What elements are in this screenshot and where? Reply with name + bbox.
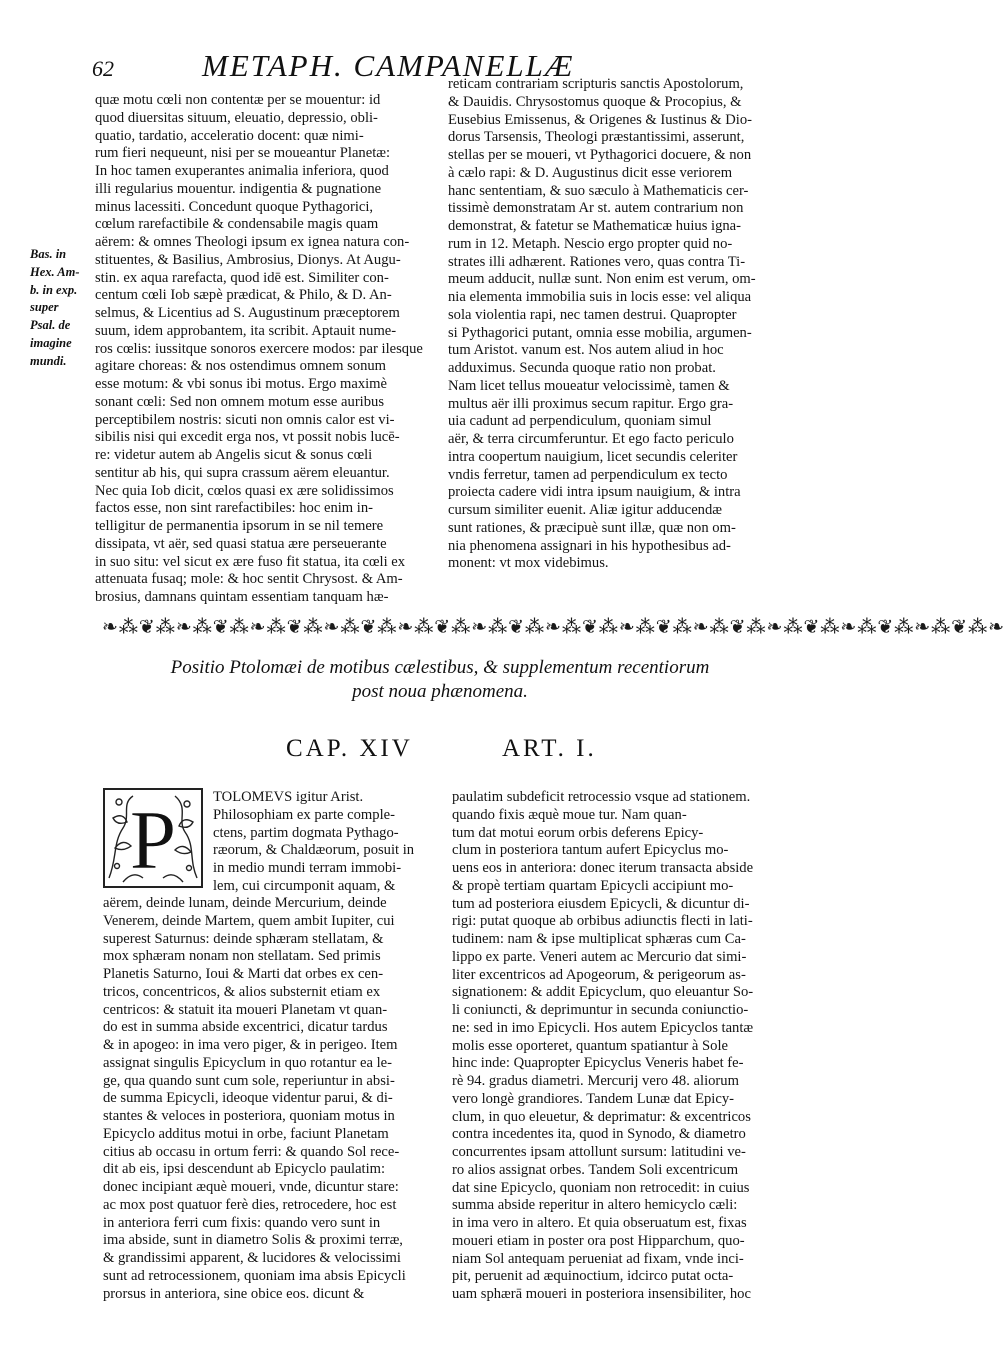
top-right-column-line: nia elementa immobilia suis in locis esse: vel aliqua <box>448 289 752 305</box>
top-left-column-line: agitare choreas: & nos ostendimus omnem sonum <box>95 358 387 375</box>
bottom-left-column-line: sunt ad retrocessionem, quoniam ima absis Epicycli <box>103 1267 406 1284</box>
bottom-left-column-line: citius ab occasu in ortum ferri: & quando Sol rece- <box>103 1143 400 1160</box>
top-left-column-line: sonant cœli: Sed non omnem motum esse auribus <box>95 393 385 410</box>
bottom-right-column-line: ro alios assignat orbes. Tandem Soli excentricum <box>452 1161 739 1178</box>
top-right-column-line: & Dauidis. Chrysostomus quoque & Procopius, & <box>448 93 742 110</box>
bottom-left-column-line: & in apogeo: in ima vero piger, & in perigeo. Item <box>103 1037 398 1053</box>
top-left-column-line: centum cœli Iob sæpè prædicat, & Philo, & D. An- <box>95 287 392 304</box>
bottom-right-column-line: tudinem: nam & ipse multiplicat sphæras cum Ca- <box>452 931 746 947</box>
top-right-column-line: tum Aristot. vanum est. Nos autem aliud in hoc <box>448 342 724 359</box>
bottom-left-column-line: mox sphæram nonam non stellatam. Sed primis <box>103 948 381 965</box>
bottom-right-column-line: tum ad posteriora eiusdem Epicycli, & dicuntur di- <box>452 895 750 912</box>
bottom-left-column-line: ac mox post quatuor ferè dies, retrocedere, hoc est <box>103 1196 397 1213</box>
top-right-column-line: multus aër illi proximus secum rapitur. Ergo gra- <box>448 395 734 412</box>
top-right-column-line: uia cadunt ad perpendiculum, quoniam simul <box>448 413 712 430</box>
top-right-column-line: si Pythagorici putant, omnia esse mobilia, argumen- <box>448 324 752 341</box>
bottom-left-beside-cap-line: lem, cui circumponit aquam, & <box>213 877 396 894</box>
ornamental-divider: ❧⁂❦⁂❧⁂❦⁂❧⁂❦⁂❧⁂❦⁂❧⁂❦⁂❧⁂❦⁂❧⁂❦⁂❧⁂❦⁂❧⁂❦⁂❧⁂❦⁂❧⁂❦⁂❧⁂❦⁂❧ <box>102 616 1005 638</box>
top-left-column-line: illi regularius mouentur. indigentia & pugnatione <box>95 180 382 197</box>
bottom-right-column-line: niam Sol antequam perueniat ad fixam, vnde inci- <box>452 1250 744 1267</box>
top-right-column-line: strates illi adhærent. Rationes vero, quas contra Ti- <box>448 253 746 270</box>
bottom-left-column-line: aërem, deinde lunam, deinde Mercurium, deinde <box>103 895 387 911</box>
top-right-column-line: tissimè demonstratam Ar st. autem contrarium non <box>448 200 744 217</box>
running-head: METAPH. CAMPANELLÆ <box>202 48 575 83</box>
top-left-column-line: stituentes, & Basilius, Ambrosius, Dionys. At Augu- <box>95 251 401 268</box>
top-left-column-line: sibilis nisi qui excedit erga nos, vt possit nobis lucē- <box>95 429 400 446</box>
top-right-column-line: rum in 12. Metaph. Nescio ergo propter quid no- <box>448 235 733 252</box>
bottom-right-column-line: molis esse oporteret, quantum spatiantur à Sole <box>452 1037 729 1054</box>
bottom-right-column <box>452 789 792 1304</box>
top-right-column-line: nia phenomena assignari in his hypothesibus ad- <box>448 537 731 554</box>
top-left-column-line: aërem: & omnes Theologi ipsum ex ignea natura con- <box>95 234 410 250</box>
bottom-left-column-line: centricos: & statuit ita moueri Planetam vt quan- <box>103 1001 388 1018</box>
bottom-left-column-line: dit ab eis, ipsi descendunt ab Epicyclo paulatim: <box>103 1161 386 1178</box>
top-left-column <box>95 92 435 607</box>
bottom-right-column-line: signationem: & addit Epicyclum, quo eleuantur So- <box>452 984 754 1001</box>
bottom-left-column-line: Epicyclo additus motui in orbe, faciunt Planetam <box>103 1125 389 1142</box>
chapter-number: CAP. XIV <box>286 735 413 762</box>
bottom-right-column-line: li coniuncti, & deprimuntur in secunda coniunctio- <box>452 1002 749 1018</box>
bottom-left-beside-cap-line: in medio mundi terram immobi- <box>213 860 402 876</box>
bottom-right-column-line: rigi: putat quoque ab orbibus adiunctis flecti in lati- <box>452 913 753 930</box>
top-right-column-line: dorus Tarsensis, Theologi præstantissimi, asserunt, <box>448 129 745 146</box>
top-right-column-line: sunt rationes, & præcipuè sunt illæ, quæ non om- <box>448 519 736 536</box>
bottom-left-column-line: de summa Epicycli, ideoque videntur parui, & di- <box>103 1090 393 1107</box>
chapter-heading <box>220 735 660 767</box>
top-left-column-line: factos esse, non sint rarefactibiles: hoc enim in- <box>95 500 374 517</box>
margin-note-line: Hex. Am- <box>30 264 80 279</box>
bottom-right-column-line: summa abside reperitur in altero hemicyclo cæli: <box>452 1197 738 1214</box>
top-left-column-line: quatio, tardatio, acceleratio docent: quæ nimi- <box>95 127 364 144</box>
section-title-line-1: Positio Ptolomæi de motibus cælestibus, & supplementum recentiorum <box>170 657 710 678</box>
top-right-column-line: proiecta cadere vidi intra ipsum nauigium, & intra <box>448 484 741 501</box>
top-left-column-line: suum, idem approbantem, ita scribit. Aptauit nume- <box>95 322 397 339</box>
page-number: 62 <box>92 56 114 81</box>
bottom-right-column-line: clum, in quo eleuetur, & deprimatur: & excentricos <box>452 1108 751 1125</box>
bottom-right-column-line: clum in posteriora tantum aufert Epicyclus mo- <box>452 842 729 859</box>
margin-note-line: Bas. in <box>30 247 67 261</box>
bottom-left-column-line: do est in summa abside excentrici, dicatur tardus <box>103 1019 388 1036</box>
bottom-right-column-line: rè 94. gradus diametri. Mercurij vero 48. aliorum <box>452 1073 739 1089</box>
top-left-column-line: rum fieri nequeunt, nisi per se moueantur Planetæ: <box>95 145 391 162</box>
article-number: ART. I. <box>502 735 597 762</box>
bottom-left-column-line: tricos, concentricos, & alios substernit etiam ex <box>103 983 381 1000</box>
bottom-left-column-line: ge, qua quando sunt cum sole, reperiuntur in absi- <box>103 1072 395 1089</box>
bottom-left-beside-cap-line: ctens, partim dogmata Pythago- <box>213 824 399 841</box>
margin-note-line: imagine <box>30 335 72 350</box>
top-left-column-line: Nec quia Iob dicit, cœlos quasi ex ære solidissimos <box>95 482 394 499</box>
top-right-column-line: meum adducit, nullæ sunt. Non enim est verum, om- <box>448 271 756 288</box>
top-left-column-line: quæ motu cœli non contentæ per se mouentur: id <box>95 92 381 108</box>
bottom-right-column-line: pit, peruenit ad æquinoctium, idcirco putat octa- <box>452 1268 734 1285</box>
bottom-right-column-line: & propè tertiam quartam Epicycli accipiunt mo- <box>452 877 734 894</box>
bottom-right-column-line: vero longè grandiores. Tandem Lunæ dat Epicy- <box>452 1090 734 1107</box>
top-left-column-line: esse motum: & vbi sonus ibi motus. Ergo maximè <box>95 376 388 392</box>
top-left-column-line: In hoc tamen exuperantes animalia inferiora, quod <box>95 163 389 179</box>
bottom-left-beside-cap-line: Philosophiam ex parte comple- <box>213 806 395 823</box>
top-right-column-line: demonstrat, & fatetur se Mathematicæ huius igna- <box>448 218 742 234</box>
bottom-right-column-line: ne: sed in imo Epicycli. Hos autem Epicyclos tantæ <box>452 1019 754 1036</box>
bottom-left-beside-cap-line: ræorum, & Chaldæorum, posuit in <box>213 842 415 859</box>
bottom-right-column-line: contra incedentes ita, quod in Synodo, & diametro <box>452 1126 746 1143</box>
top-right-column-line: intra coopertum nauigium, licet secundis celeriter <box>448 448 738 465</box>
bottom-right-column-line: paulatim subdeficit retrocessio vsque ad stationem. <box>452 789 751 805</box>
bottom-right-column-line: uam sphærā moueri in posteriora insensibiliter, hoc <box>452 1286 751 1302</box>
top-left-column-line: ros cœlis: iussitque sonoros exercere modos: par ilesque <box>95 340 423 357</box>
top-right-column-line: reticam contrariam scripturis sanctis Apostolorum, <box>448 76 744 92</box>
top-right-column-line: à cælo rapi: & D. Augustinus dicit esse veriorem <box>448 164 733 181</box>
bottom-right-column-line: moueri etiam in poster ora post Hipparchum, quo- <box>452 1232 745 1249</box>
bottom-right-column-line: quando fixis æquè moue tur. Nam quan- <box>452 806 687 823</box>
bottom-left-column-line: superest Saturnus: deinde sphæram stellatam, & <box>103 930 384 947</box>
top-left-column-line: stin. ex aqua rarefacta, quod idē est. Similiter con- <box>95 269 389 286</box>
top-right-column-line: Nam licet tellus moueatur velocissimè, tamen & <box>448 377 730 394</box>
bottom-right-column-line: lippo ex parte. Veneri autem ac Mercurio dat simi- <box>452 948 747 965</box>
top-right-column <box>448 76 793 573</box>
top-right-column-line: adduximus. Secunda quoque ratio non probat. <box>448 360 716 376</box>
top-left-column-line: minus lacessiti. Concedunt quoque Pythagorici, <box>95 198 374 215</box>
top-left-column-line: in suo situ: vel sicut ex ære fuso fit statua, ita cœli ex <box>95 553 406 570</box>
top-right-column-line: cursum similiter euenit. Aliæ igitur adducendæ <box>448 502 722 518</box>
top-right-column-line: vndis ferretur, tamen ad perpendiculum ex tecto <box>448 466 728 483</box>
bottom-left-column <box>103 895 438 1303</box>
section-title-line-2: post noua phænomena. <box>352 681 528 702</box>
top-left-column-line: dissipata, vt aër, sed quasi statua ære perseuerante <box>95 535 387 552</box>
bottom-right-column-line: in ima vero in altero. Et quia obseruatum est, fixas <box>452 1215 747 1231</box>
bottom-left-column-line: Venerem, deinde Martem, quem ambit Iupiter, cui <box>103 912 395 929</box>
bottom-left-column-line: & grandissimi apparent, & lucidores & velocissimi <box>103 1250 401 1266</box>
margin-note-line: b. in exp. <box>30 282 78 297</box>
top-left-column-line: quod diuersitas situum, eleuatio, depressio, obli- <box>95 109 378 126</box>
margin-note <box>30 246 96 370</box>
margin-note-line: Psal. de <box>30 318 71 332</box>
bottom-left-column-beside-initial <box>213 789 448 896</box>
bottom-right-column-line: uens eos in anteriora: donec iterum transacta abside <box>452 860 754 876</box>
top-right-column-line: aër, & terra circumferuntur. Et ego facto periculo <box>448 431 734 447</box>
bottom-right-column-line: concurrentes ipsam attollunt sursum: latitudini ve- <box>452 1144 746 1160</box>
top-right-column-line: hanc sententiam, & suo sæculo à Mathematicis cer- <box>448 182 749 199</box>
margin-note-line: super <box>30 300 59 315</box>
top-left-column-line: re: videtur autem ab Angelis sicut & sonus cœli <box>95 447 373 463</box>
drop-cap-initial <box>103 788 203 888</box>
top-left-column-line: perceptibilem nostris: sicuti non omnis calor est vi- <box>95 411 395 428</box>
bottom-right-column-line: tum dat motui eorum orbis deferens Epicy- <box>452 824 704 841</box>
top-right-column-line: monent: vt mox videbimus. <box>448 555 609 572</box>
bottom-right-column-line: liter excentricos ad Apogeorum, & perigeorum as- <box>452 966 746 983</box>
drop-cap-letter: P <box>129 794 177 887</box>
bottom-left-column-line: ima abside, sunt in diametro Solis & proximi terræ, <box>103 1232 403 1249</box>
bottom-left-column-line: Planetis Saturno, Ioui & Marti dat orbes ex cen- <box>103 966 384 982</box>
bottom-left-column-line: in anteriora ferri cum fixis: quando vero sunt in <box>103 1214 381 1231</box>
top-left-column-line: cœlum rarefactibile & condensabile magis quam <box>95 216 379 233</box>
bottom-left-column-line: assignat singulis Epicyclum in quo rotantur ea le- <box>103 1054 392 1071</box>
bottom-right-column-line: hinc inde: Quapropter Epicyclus Veneris habet fe- <box>452 1055 744 1072</box>
bottom-left-column-line: donec incipiant æquè moueri, vnde, dicuntur stare: <box>103 1179 399 1195</box>
top-right-column-line: Eusebius Emissenus, & Origenes & Iustinus & Dio- <box>448 111 753 128</box>
section-title <box>120 656 760 704</box>
top-left-column-line: attenuata fusaq; mole: & hoc sentit Chrysost. & Am- <box>95 571 403 588</box>
bottom-left-column-line: prorsus in anteriora, sine obice eos. dicunt & <box>103 1285 365 1302</box>
top-right-column-line: stellas per se moueri, vt Pythagorici docuere, & non <box>448 147 752 163</box>
top-left-column-line: brosius, damnans quintam essentiam tanquam hæ- <box>95 589 389 605</box>
margin-note-line: mundi. <box>30 353 67 368</box>
bottom-left-column-line: stantes & veloces in posteriora, quoniam motus in <box>103 1108 395 1124</box>
bottom-right-column-line: dat sine Epicyclo, quoniam non retrocedit: in cuius <box>452 1179 750 1196</box>
top-left-column-line: selmus, & Licentius ad S. Augustinum præceptorem <box>95 305 400 321</box>
bottom-left-beside-cap-line: TOLOMEVS igitur Arist. <box>213 789 364 805</box>
top-left-column-line: sentitur ab his, qui supra crassum aërem eleuantur. <box>95 464 390 481</box>
top-left-column-line: telligitur de permanentia ipsorum in se nil temere <box>95 518 384 534</box>
top-right-column-line: sola violentia rapi, nec tamen destrui. Quapropter <box>448 306 737 323</box>
